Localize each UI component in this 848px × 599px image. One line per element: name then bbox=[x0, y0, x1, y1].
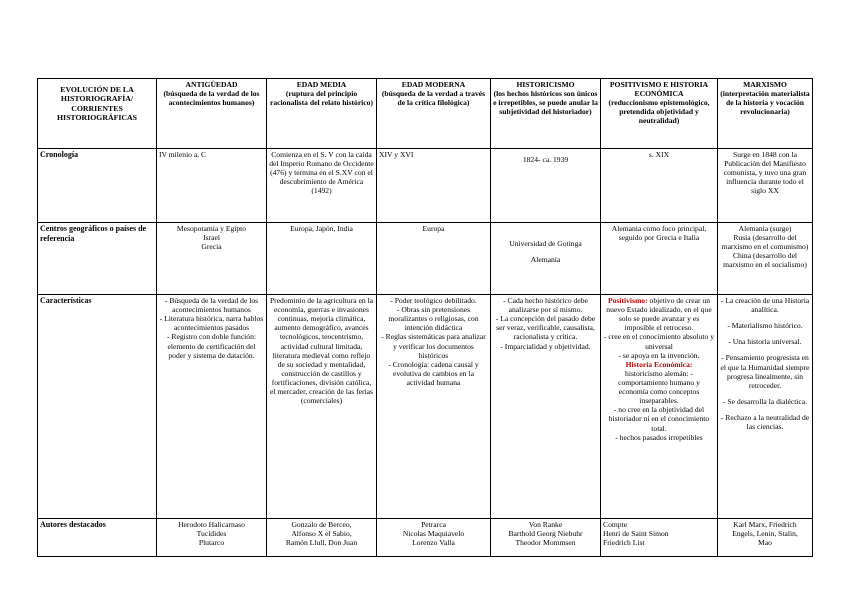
corner-header: EVOLUCIÓN DE LA HISTORIOGRAFÍA/ CORRIENTES HISTORIOGRÁFICAS bbox=[38, 79, 157, 149]
header-row bbox=[38, 79, 813, 149]
row-centros bbox=[38, 223, 813, 295]
cell-autores-edad-moderna: Petrarca Nicolas Maquiavelo Lorenzo Valla bbox=[377, 519, 491, 557]
col-header-edad-media: EDAD MEDIA (ruptura del principio racionalista del relato histórico) bbox=[267, 79, 377, 149]
cell-caract-marxismo: - La creación de una Historia analítica. - Materialismo histórico. - Una historia universal. - Pensamiento progresista en el que la Humanidad siempre progresa linealmente, sin retroceder. - Se desarrolla la dialéctica. - Rechazo a la neutralidad de las ciencias. bbox=[718, 295, 813, 519]
positivismo-label: Positivismo: bbox=[607, 296, 648, 305]
cell-cronologia-marxismo: Surge en 1848 con la Publicación del Manifiesto comunista, y tuvo una gran influencia durante todo el siglo XX bbox=[718, 149, 813, 223]
cell-cronologia-antiguedad: IV milenio a. C bbox=[157, 149, 267, 223]
row-label-caracteristicas: Características bbox=[38, 295, 157, 519]
cell-autores-antiguedad: Herodoto Halicarnaso Tucídides Plutarco bbox=[157, 519, 267, 557]
cell-centros-edad-media: Europa, Japón, India bbox=[267, 223, 377, 295]
cell-cronologia-edad-media: Comienza en el S. V con la caída del Imperio Romano de Occidente (476) y termina en el S.XV con el descubrimiento de América (1492) bbox=[267, 149, 377, 223]
cell-centros-antiguedad: Mesopotamia y Egipto Israel Grecia bbox=[157, 223, 267, 295]
cell-centros-edad-moderna: Europa bbox=[377, 223, 491, 295]
cell-cronologia-positivismo: s. XIX bbox=[601, 149, 718, 223]
col-header-marxismo: MARXISMO (interpretación materialista de la historia y vocación revolucionaria) bbox=[718, 79, 813, 149]
col-header-historicismo: HISTORICISMO (los hechos históricos son únicos e irrepetibles, se puede anular la subjetividad del historiador) bbox=[491, 79, 601, 149]
cell-autores-edad-media: Gonzalo de Berceo, Alfonso X el Sabio, Ramón Llull, Don Juan bbox=[267, 519, 377, 557]
cell-caract-antiguedad: - Búsqueda de la verdad de los acontecimientos humanos - Literatura histórica, narra hablos acontecimientos pasados - Registro con doble función: elemento de certificación del poder y sistema de datación. bbox=[157, 295, 267, 519]
row-autores bbox=[38, 519, 813, 557]
cell-cronologia-historicismo: 1824- ca. 1939 bbox=[491, 149, 601, 223]
row-label-centros: Centros geográficos o países de referencia bbox=[38, 223, 157, 295]
historia-economica-label: Historia Económica: bbox=[625, 359, 693, 369]
cell-autores-marxismo: Karl Marx, Friedrich Engels, Lenin, Stalin, Mao bbox=[718, 519, 813, 557]
col-header-edad-moderna: EDAD MODERNA (búsqueda de la verdad a través de la crítica filológica) bbox=[377, 79, 491, 149]
historiography-table bbox=[37, 78, 813, 557]
cell-centros-historicismo: Universidad de Gotinga Alemania bbox=[491, 223, 601, 295]
row-label-cronologia: Cronología bbox=[38, 149, 157, 223]
cell-autores-positivismo: Compte Henri de Saint Simon Friedrich List bbox=[601, 519, 718, 557]
cell-caract-edad-media: Predominio de la agricultura en la economía, guerras e invasiones continuas, mejoría climática, aumento demográfico, avances tecnológicos, teocentrismo, actividad cultural limitada, literatura medieval como reflejo de su sociedad y mentalidad, construcción de castillos y fortificaciones, división católica, el mercader, creación de las ferias (comerciales) bbox=[267, 295, 377, 519]
cell-centros-marxismo: Alemania (surge) Rusia (desarrollo del marxismo en el comunismo) China (desarrollo del marxismo en el socialismo) bbox=[718, 223, 813, 295]
cell-cronologia-edad-moderna: XIV y XVI bbox=[377, 149, 491, 223]
cell-caract-edad-moderna: - Poder teológico debilitado. - Obras sin pretensiones moralizantes o religiosas, con intención didáctica - Reglas sistemáticas para analizar y verificar los documentos históricos - Cronología: cadena causal y evolutiva de cambios en la actividad humana bbox=[377, 295, 491, 519]
col-header-positivismo: POSITIVISMO E HISTORIA ECONÓMICA (reduccionismo epistemológico, pretendida objetividad y neutralidad) bbox=[601, 79, 718, 149]
cell-centros-positivismo: Alemania como foco principal, seguido por Grecia e Italia bbox=[601, 223, 718, 295]
row-caracteristicas bbox=[38, 295, 813, 519]
col-header-antiguedad: ANTIGÜEDAD (búsqueda de la verdad de los acontecimientos humanos) bbox=[157, 79, 267, 149]
cell-caract-historicismo: - Cada hecho histórico debe analizarse por sí mismo. - La concepción del pasado debe ser veraz, verificable, causalista, racionalista y crítica. - Imparcialidad y objetividad. bbox=[491, 295, 601, 519]
cell-caract-positivismo: Positivismo: objetivo de crear un nuevo Estado idealizado, en el que solo se puede avanzar y es imposible el retroceso. - cree en el conocimiento absoluto y universal - se apoya en la invención. Historia Económica: historicismo alemán: - comportamiento humano y economía como conceptos inseparables. - no cree en la objetividad del historiador ni en el conocimiento total. - hechos pasados irrepetibles bbox=[601, 295, 718, 519]
cell-autores-historicismo: Von Ranke Barthold Georg Niebuhr Theodor Mommsen bbox=[491, 519, 601, 557]
row-cronologia bbox=[38, 149, 813, 223]
row-label-autores: Autores destacados bbox=[38, 519, 157, 557]
